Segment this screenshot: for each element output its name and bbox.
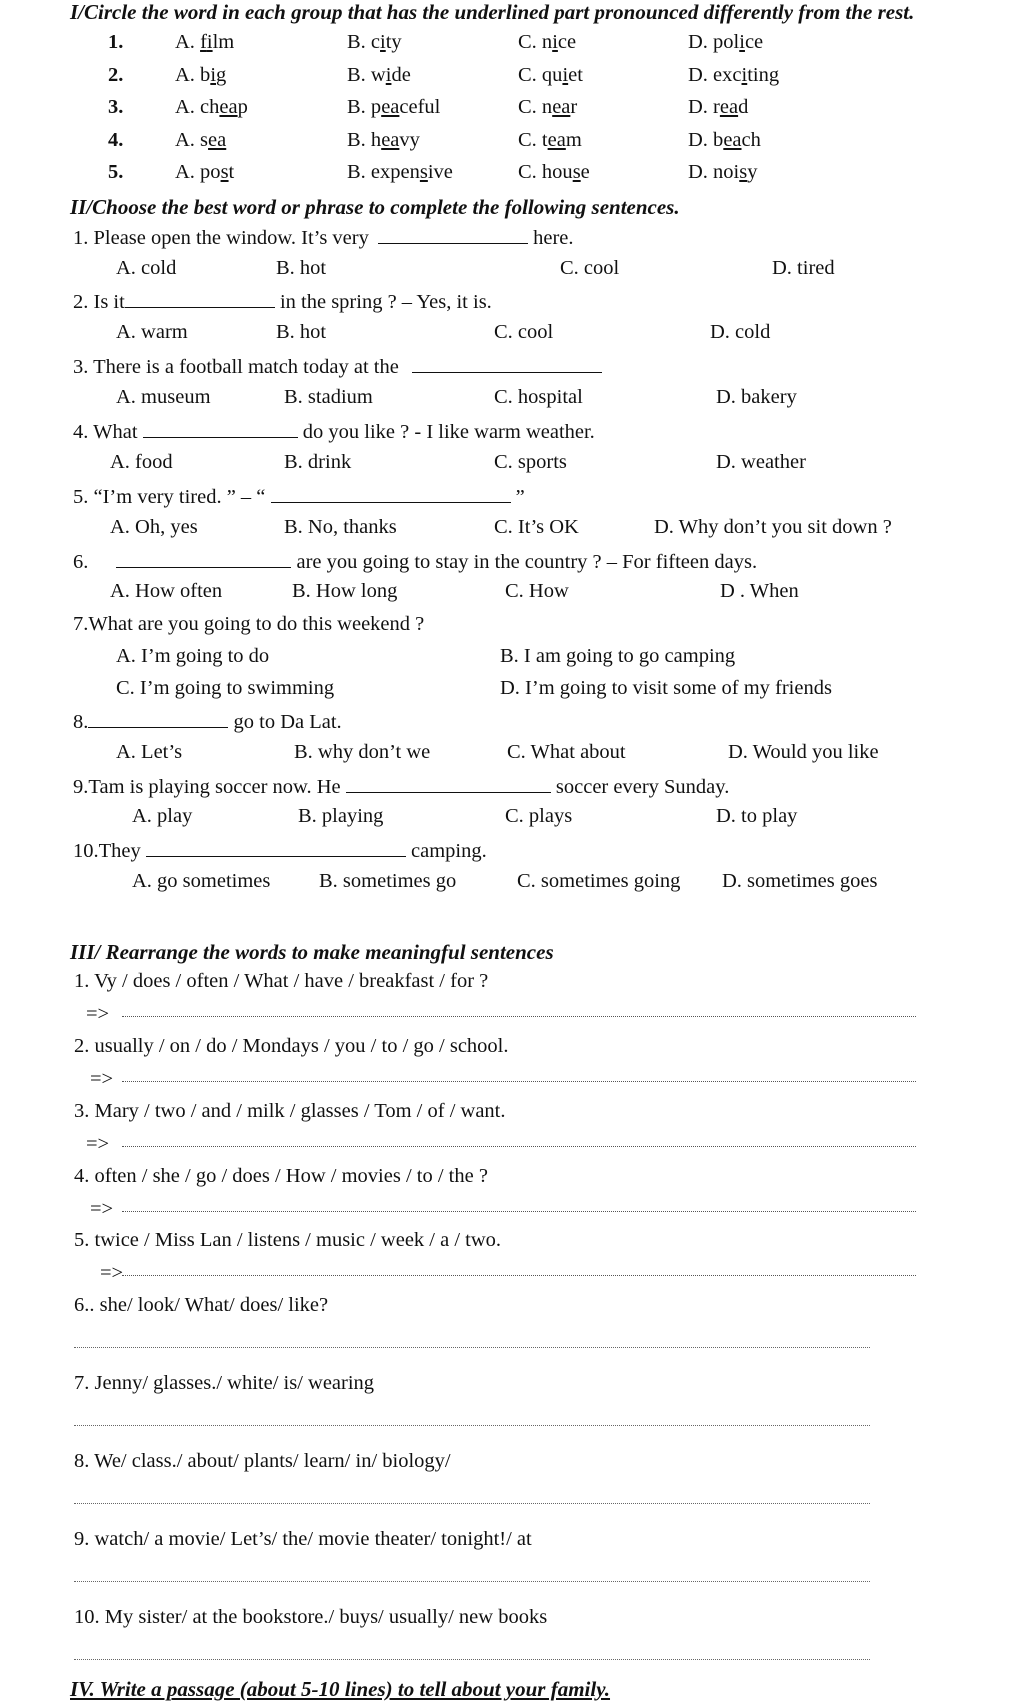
answer-option: A. How often (110, 580, 223, 602)
option-prefix: A. ch (175, 96, 220, 118)
question-line (73, 420, 595, 443)
answer-option: D. I’m going to visit some of my friends (500, 677, 832, 699)
option-suffix: ce (744, 31, 764, 53)
sentence-prompt: 4. often / she / go / does / How / movies / to / the ? (74, 1165, 488, 1187)
option-suffix: vy (399, 129, 420, 151)
sentence-prompt: 5. twice / Miss Lan / listens / music / week / a / two. (74, 1229, 502, 1251)
question-text: 6. (73, 551, 89, 573)
question-text-end: here. (527, 227, 574, 249)
option-prefix: D. pol (688, 31, 740, 53)
sentence-prompt: 9. watch/ a movie/ Let’s/ the/ movie theater/ tonight!/ at (74, 1528, 532, 1550)
option-word (347, 130, 420, 151)
underlined-sound: i (206, 31, 213, 53)
option-word (175, 32, 234, 53)
answer-option: D . When (720, 580, 799, 602)
answer-option: D. sometimes goes (722, 870, 878, 892)
answer-option: B. No, thanks (284, 516, 397, 538)
option-suffix: ch (741, 129, 761, 151)
option-suffix: ting (747, 64, 780, 86)
answer-option: B. I am going to go camping (500, 645, 736, 667)
answer-option: C. plays (505, 805, 573, 827)
question-text: 10.They (73, 840, 146, 862)
answer-option: C. hospital (494, 386, 583, 408)
answer-option: C. How (505, 580, 569, 602)
answer-option: A. play (132, 805, 193, 827)
option-word (518, 130, 582, 151)
option-suffix: ty (385, 31, 402, 53)
question-text: 3. There is a football match today at the (73, 356, 404, 378)
question-line (73, 614, 424, 635)
answer-blank[interactable] (271, 485, 511, 503)
question-text-end: in the spring ? – Yes, it is. (274, 291, 492, 313)
sentence-prompt: 2. usually / on / do / Mondays / you / to / go / school. (74, 1035, 509, 1057)
answer-arrow: => (90, 1198, 114, 1220)
question-line (73, 485, 525, 508)
option-word (175, 65, 226, 86)
item-number: 4. (108, 129, 124, 151)
answer-option: C. What about (507, 741, 626, 763)
underlined-sound: i (385, 64, 392, 86)
answer-option: D. cold (710, 321, 771, 343)
answer-option: C. sometimes going (517, 870, 681, 892)
answer-arrow: => (100, 1262, 124, 1284)
option-word (347, 97, 440, 118)
sentence-prompt: 6.. she/ look/ What/ does/ like? (74, 1294, 329, 1316)
question-text-end: soccer every Sunday. (550, 776, 730, 798)
option-suffix: r (570, 96, 578, 118)
option-prefix: A. po (175, 161, 221, 183)
option-prefix: D. exc (688, 64, 742, 86)
answer-option: C. I’m going to swimming (116, 677, 335, 699)
section3-heading: III/ Rearrange the words to make meaningful sentences (70, 940, 554, 964)
item-number: 2. (108, 64, 124, 86)
answer-option: C. cool (494, 321, 554, 343)
answer-arrow: => (86, 1133, 110, 1155)
answer-option: B. why don’t we (294, 741, 431, 763)
question-text-end: ” (510, 486, 525, 508)
option-word (175, 162, 234, 183)
option-word (688, 65, 779, 86)
question-text-end: do you like ? - I like warm weather. (297, 421, 595, 443)
question-text-end: are you going to stay in the country ? – For fifteen days. (291, 551, 758, 573)
option-suffix: ive (427, 161, 453, 183)
underlined-sound: ea (219, 96, 238, 118)
answer-blank[interactable] (116, 550, 291, 568)
answer-option: D. weather (716, 451, 806, 473)
option-suffix: ce (557, 31, 577, 53)
question-text-end: go to Da Lat. (228, 711, 342, 733)
option-prefix: B. expen (347, 161, 420, 183)
option-prefix: C. t (518, 129, 548, 151)
option-word (518, 162, 590, 183)
sentence-prompt: 7. Jenny/ glasses./ white/ is/ wearing (74, 1372, 375, 1394)
option-word (518, 32, 576, 53)
underlined-sound: ea (381, 96, 400, 118)
option-prefix: A. s (175, 129, 209, 151)
question-text: 4. What (73, 421, 143, 443)
question-text: 2. Is it (73, 291, 125, 313)
option-word (175, 97, 248, 118)
question-text: 8. (73, 711, 89, 733)
answer-option: B. hot (276, 321, 327, 343)
item-number: 5. (108, 161, 124, 183)
answer-blank[interactable] (125, 290, 275, 308)
sentence-prompt: 10. My sister/ at the bookstore./ buys/ usually/ new books (74, 1606, 548, 1628)
answer-line[interactable] (74, 1503, 870, 1504)
underlined-sound: s (572, 161, 581, 183)
underlined-sound: ea (208, 129, 227, 151)
section2-heading: II/Choose the best word or phrase to complete the following sentences. (70, 195, 680, 219)
item-number: 1. (108, 31, 124, 53)
question-line (73, 290, 492, 313)
answer-option: D. Would you like (728, 741, 879, 763)
answer-line[interactable] (74, 1581, 870, 1582)
option-prefix: B. c (347, 31, 381, 53)
answer-line[interactable] (122, 1275, 916, 1276)
answer-option: B. drink (284, 451, 352, 473)
option-word (175, 130, 226, 151)
sentence-prompt: 1. Vy / does / often / What / have / breakfast / for ? (74, 970, 489, 992)
sentence-prompt: 8. We/ class./ about/ plants/ learn/ in/ biology/ (74, 1450, 451, 1472)
underlined-sound: i (210, 64, 217, 86)
section4-heading: IV. Write a passage (about 5-10 lines) to tell about your family. (70, 1677, 611, 1701)
underlined-sound: i (741, 64, 748, 86)
option-suffix: ceful (399, 96, 441, 118)
underlined-sound: ea (547, 129, 566, 151)
option-word (347, 32, 402, 53)
option-suffix: et (568, 64, 583, 86)
answer-option: B. sometimes go (319, 870, 457, 892)
option-suffix: e (580, 161, 590, 183)
option-prefix: C. qu (518, 64, 563, 86)
option-prefix: C. n (518, 31, 553, 53)
underlined-sound: ea (552, 96, 571, 118)
sentence-prompt: 3. Mary / two / and / milk / glasses / Tom / of / want. (74, 1100, 506, 1122)
item-number: 3. (108, 96, 124, 118)
underlined-sound: s (419, 161, 428, 183)
answer-arrow: => (90, 1068, 114, 1090)
option-suffix: d (738, 96, 749, 118)
question-text: 7.What are you going to do this weekend ? (73, 613, 425, 635)
answer-option: A. cold (116, 257, 177, 279)
section1-heading: I/Circle the word in each group that has the underlined part pronounced differently from the rest. (70, 0, 915, 24)
option-prefix: C. n (518, 96, 553, 118)
option-prefix: B. p (347, 96, 382, 118)
answer-arrow: => (86, 1003, 110, 1025)
answer-option: D. tired (772, 257, 835, 279)
option-suffix: t (228, 161, 235, 183)
answer-blank[interactable] (378, 226, 528, 244)
answer-option: C. sports (494, 451, 567, 473)
underlined-letter: f (200, 31, 207, 53)
answer-option: A. warm (116, 321, 188, 343)
option-prefix: B. w (347, 64, 386, 86)
option-prefix: B. h (347, 129, 382, 151)
option-prefix: A. b (175, 64, 211, 86)
question-text: 5. “I’m very tired. ” – “ (73, 486, 271, 508)
underlined-sound: i (562, 64, 569, 86)
answer-line[interactable] (74, 1659, 870, 1660)
option-word (347, 162, 453, 183)
answer-line[interactable] (74, 1425, 870, 1426)
underlined-sound: ea (723, 129, 742, 151)
answer-option: B. How long (292, 580, 398, 602)
answer-line[interactable] (122, 1081, 916, 1082)
answer-option: A. Oh, yes (110, 516, 198, 538)
question-line (73, 710, 342, 733)
answer-option: D. Why don’t you sit down ? (654, 516, 892, 538)
answer-line[interactable] (122, 1146, 916, 1147)
question-line (73, 839, 487, 862)
answer-option: A. food (110, 451, 173, 473)
option-prefix: C. hou (518, 161, 573, 183)
option-suffix: g (216, 64, 227, 86)
underlined-sound: s (220, 161, 229, 183)
option-word (518, 97, 577, 118)
answer-line[interactable] (122, 1211, 916, 1212)
question-text: 9.Tam is playing soccer now. He (73, 776, 346, 798)
underlined-sound: i (380, 31, 386, 53)
answer-option: A. go sometimes (132, 870, 271, 892)
answer-option: C. It’s OK (494, 516, 579, 538)
answer-option: C. cool (560, 257, 620, 279)
answer-option: A. I’m going to do (116, 645, 270, 667)
underlined-sound: ea (381, 129, 400, 151)
answer-option: D. bakery (716, 386, 797, 408)
option-suffix: m (565, 129, 582, 151)
underlined-sound: s (739, 161, 748, 183)
option-word (518, 65, 583, 86)
option-suffix: lm (212, 31, 235, 53)
underlined-sound: i (552, 31, 558, 53)
option-word (347, 65, 411, 86)
option-prefix: D. noi (688, 161, 740, 183)
question-text: 1. Please open the window. It’s very (73, 227, 374, 249)
option-word (688, 32, 763, 53)
answer-blank[interactable] (143, 420, 298, 438)
answer-blank[interactable] (412, 355, 602, 373)
answer-option: B. playing (298, 805, 384, 827)
answer-line[interactable] (122, 1016, 916, 1017)
answer-blank[interactable] (88, 710, 228, 728)
option-suffix: de (391, 64, 411, 86)
underlined-sound: i (739, 31, 745, 53)
option-word (688, 162, 757, 183)
question-line (73, 550, 757, 573)
answer-line[interactable] (74, 1347, 870, 1348)
option-suffix: p (237, 96, 248, 118)
question-line (73, 775, 729, 798)
option-suffix: y (747, 161, 758, 183)
option-word (688, 130, 761, 151)
option-prefix: A. (175, 31, 201, 53)
question-line (73, 226, 574, 249)
option-prefix: D. b (688, 129, 724, 151)
answer-blank[interactable] (146, 839, 406, 857)
option-prefix: D. r (688, 96, 720, 118)
answer-option: B. stadium (284, 386, 373, 408)
answer-option: A. museum (116, 386, 211, 408)
question-text-end: camping. (405, 840, 487, 862)
answer-option: B. hot (276, 257, 327, 279)
answer-option: D. to play (716, 805, 798, 827)
answer-option: A. Let’s (116, 741, 183, 763)
question-line (73, 355, 602, 378)
answer-blank[interactable] (346, 775, 551, 793)
option-word (688, 97, 748, 118)
underlined-sound: ea (719, 96, 739, 118)
